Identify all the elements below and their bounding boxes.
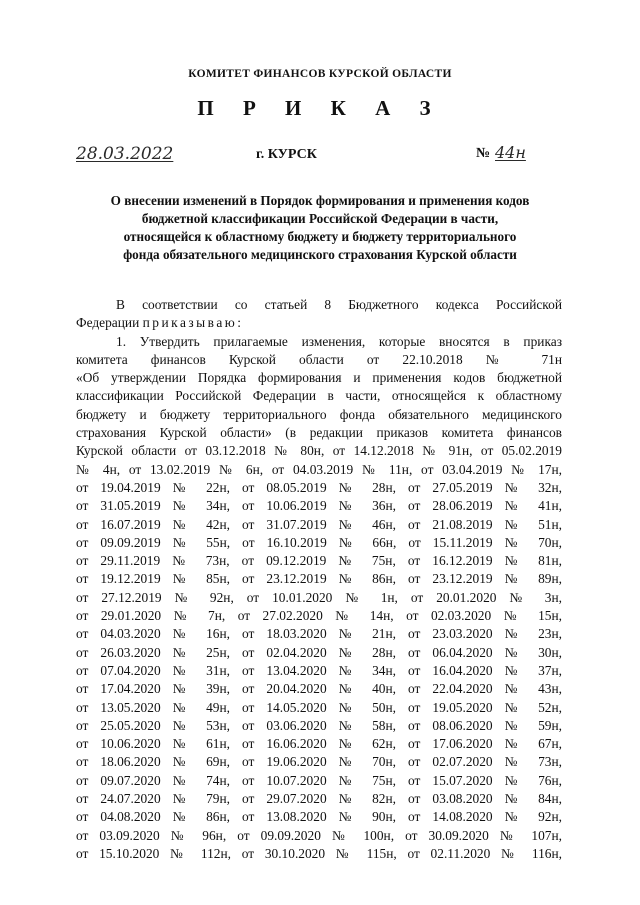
body-line: от 17.04.2020 № 39н, от 20.04.2020 № 40н, от 22.04.2020 № 43н, bbox=[76, 681, 562, 697]
body-line: от 15.10.2020 № 112н, от 30.10.2020 № 115н, от 02.11.2020 № 116н, bbox=[76, 845, 562, 861]
body-line: от 18.06.2020 № 69н, от 19.06.2020 № 70н, от 02.07.2020 № 73н, bbox=[76, 754, 562, 770]
body-line: классификации Российской Федерации в части, относящейся к областному bbox=[76, 388, 562, 404]
body-line: от 04.03.2020 № 16н, от 18.03.2020 № 21н, от 23.03.2020 № 23н, bbox=[76, 626, 562, 642]
subject-line: О внесении изменений в Порядок формирования и применения кодов bbox=[110, 193, 530, 208]
handwritten-number: 44н bbox=[495, 143, 526, 162]
body-line: от 04.08.2020 № 86н, от 13.08.2020 № 90н, от 14.08.2020 № 92н, bbox=[76, 809, 562, 825]
body-line: Курской области от 03.12.2018 № 80н, от 14.12.2018 № 91н, от 05.02.2019 bbox=[76, 443, 562, 459]
body-line: от 16.07.2019 № 42н, от 31.07.2019 № 46н, от 21.08.2019 № 51н, bbox=[76, 516, 562, 532]
subject-line: относящейся к областному бюджету и бюджету территориального bbox=[123, 229, 517, 244]
body-line: 1. Утвердить прилагаемые изменения, которые вносятся в приказ bbox=[116, 333, 562, 349]
body-line: от 13.05.2020 № 49н, от 14.05.2020 № 50н, от 19.05.2020 № 52н, bbox=[76, 699, 562, 715]
order-title: П Р И К А З bbox=[197, 96, 443, 120]
body-line: страхования Курской области» (в редакции приказов комитета финансов bbox=[76, 425, 562, 441]
committee-name: КОМИТЕТ ФИНАНСОВ КУРСКОЙ ОБЛАСТИ bbox=[188, 68, 452, 80]
order-subject bbox=[60, 192, 580, 264]
preamble-word: Федерации bbox=[76, 315, 140, 331]
body-line: от 19.12.2019 № 85н, от 23.12.2019 № 86н, от 23.12.2019 № 89н, bbox=[76, 571, 562, 587]
body-line: от 29.11.2019 № 73н, от 09.12.2019 № 75н, от 16.12.2019 № 81н, bbox=[76, 553, 562, 569]
body-line: от 07.04.2020 № 31н, от 13.04.2020 № 34н, от 16.04.2020 № 37н, bbox=[76, 662, 562, 678]
city: г. КУРСК bbox=[256, 147, 317, 162]
body-line: от 03.09.2020 № 96н, от 09.09.2020 № 100н, от 30.09.2020 № 107н, bbox=[76, 827, 562, 843]
body-line: от 26.03.2020 № 25н, от 02.04.2020 № 28н, от 06.04.2020 № 30н, bbox=[76, 644, 562, 660]
body-line: от 09.07.2020 № 74н, от 10.07.2020 № 75н, от 15.07.2020 № 76н, bbox=[76, 772, 562, 788]
number-label: № bbox=[476, 146, 491, 161]
body-line: № 4н, от 13.02.2019 № 6н, от 04.03.2019 № 11н, от 03.04.2019 № 17н, bbox=[76, 461, 562, 477]
body-line: от 29.01.2020 № 7н, от 27.02.2020 № 14н, от 02.03.2020 № 15н, bbox=[76, 608, 562, 624]
body-line: от 25.05.2020 № 53н, от 03.06.2020 № 58н, от 08.06.2020 № 59н, bbox=[76, 717, 562, 733]
body-line: от 10.06.2020 № 61н, от 16.06.2020 № 62н, от 17.06.2020 № 67н, bbox=[76, 736, 562, 752]
body-line: от 27.12.2019 № 92н, от 10.01.2020 № 1н, от 20.01.2020 № 3н, bbox=[76, 589, 562, 605]
body-line: «Об утверждении Порядка формирования и применения кодов бюджетной bbox=[76, 370, 562, 386]
body-line: от 09.09.2019 № 55н, от 16.10.2019 № 66н, от 15.11.2019 № 70н, bbox=[76, 534, 562, 550]
body-line: бюджету и бюджету территориального фонда обязательного медицинского bbox=[76, 406, 562, 422]
subject-line: фонда обязательного медицинского страхования Курской области bbox=[123, 247, 517, 262]
handwritten-date: 28.03.2022 bbox=[76, 144, 174, 164]
body-line: от 19.04.2019 № 22н, от 08.05.2019 № 28н, от 27.05.2019 № 32н, bbox=[76, 479, 562, 495]
subject-line: бюджетной классификации Российской Федерации в части, bbox=[141, 211, 499, 226]
body-line: комитета финансов Курской области от 22.10.2018 № 71н bbox=[76, 351, 562, 367]
preamble-line: В соответствии со статьей 8 Бюджетного кодекса Российской bbox=[116, 297, 562, 312]
body-line: от 31.05.2019 № 34н, от 10.06.2019 № 36н, от 28.06.2019 № 41н, bbox=[76, 498, 562, 514]
order-directive: приказываю: bbox=[142, 315, 244, 331]
order-body bbox=[76, 296, 562, 863]
body-line: от 24.07.2020 № 79н, от 29.07.2020 № 82н, от 03.08.2020 № 84н, bbox=[76, 791, 562, 807]
preamble-line bbox=[76, 314, 562, 332]
